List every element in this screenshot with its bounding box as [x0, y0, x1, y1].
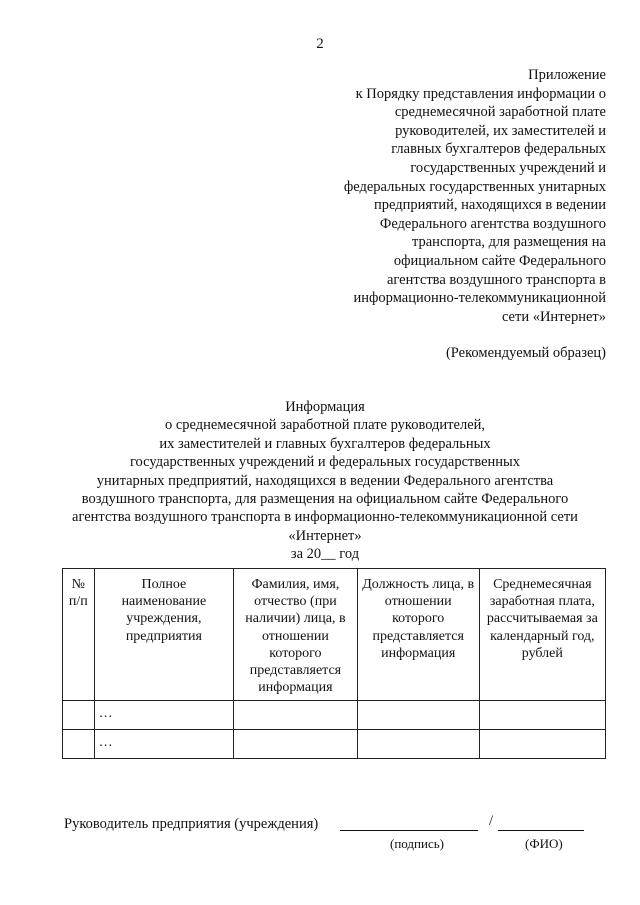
document-title: [40, 398, 610, 564]
table-cell: [234, 730, 358, 759]
appendix-line: транспорта, для размещения на: [411, 234, 606, 251]
appendix-line: среднемесячной заработной плате: [394, 104, 606, 121]
table-cell: …: [94, 701, 233, 730]
signature-label: (подпись): [390, 836, 444, 851]
appendix-line: информационно-телекоммуникационной: [353, 290, 606, 307]
appendix-header: [306, 66, 606, 326]
header-salary: Среднемесячная заработная плата, рассчитываемая за календарный год, рублей: [479, 569, 605, 701]
appendix-line: руководителей, их заместителей и: [395, 122, 606, 139]
appendix-line: государственных учреждений и: [410, 159, 606, 176]
title-line: о среднемесячной заработной плате руководителей,: [164, 417, 486, 434]
appendix-line: официальном сайте Федерального: [393, 252, 606, 269]
name-line: [498, 830, 584, 831]
header-full-name: Фамилия, имя, отчество (при наличии) лица, в отношении которого представляется информация: [234, 569, 358, 701]
header-organization: Полное наименование учреждения, предприятия: [94, 569, 233, 701]
header-number: № п/п: [63, 569, 95, 701]
title-line: унитарных предприятий, находящихся в ведении Федерального агентства: [96, 472, 554, 489]
appendix-line: Приложение: [528, 67, 606, 83]
separator: /: [489, 813, 494, 829]
table-cell: [63, 701, 95, 730]
table-cell: [357, 730, 479, 759]
header-position: Должность лица, в отношении которого представляется информация: [357, 569, 479, 701]
page-number: 2: [316, 36, 324, 52]
title-line: их заместителей и главных бухгалтеров федеральных: [159, 435, 491, 452]
appendix-line: Федерального агентства воздушного: [379, 215, 606, 232]
table-row: [63, 701, 606, 730]
title-line: «Интернет»: [288, 527, 362, 544]
title-line: государственных учреждений и федеральных государственных: [129, 454, 521, 471]
table-cell: [63, 730, 95, 759]
table-cell: [357, 701, 479, 730]
table-cell: [234, 701, 358, 730]
table-cell: …: [94, 730, 233, 759]
signature-line: [340, 830, 478, 831]
sample-note: (Рекомендуемый образец): [445, 345, 606, 361]
table-header-row: [63, 569, 606, 701]
title-line: воздушного транспорта, для размещения на официальном сайте Федерального: [81, 491, 569, 508]
title-line: агентства воздушного транспорта в информационно-телекоммуникационной сети: [72, 509, 578, 526]
table-cell: [479, 730, 605, 759]
name-label: (ФИО): [525, 836, 563, 851]
table-cell: [479, 701, 605, 730]
appendix-line: агентства воздушного транспорта в: [386, 271, 606, 288]
appendix-line: федеральных государственных унитарных: [343, 178, 606, 195]
title-line: за 20__ год: [290, 546, 360, 563]
appendix-line: предприятий, находящихся в ведении: [373, 197, 606, 214]
manager-label: Руководитель предприятия (учреждения): [64, 816, 319, 832]
table-row: [63, 730, 606, 759]
appendix-line: сети «Интернет»: [501, 308, 606, 325]
appendix-line: главных бухгалтеров федеральных: [391, 141, 606, 158]
salary-table: [62, 568, 606, 759]
appendix-line: к Порядку представления информации о: [355, 85, 606, 102]
title-line: Информация: [285, 399, 365, 415]
